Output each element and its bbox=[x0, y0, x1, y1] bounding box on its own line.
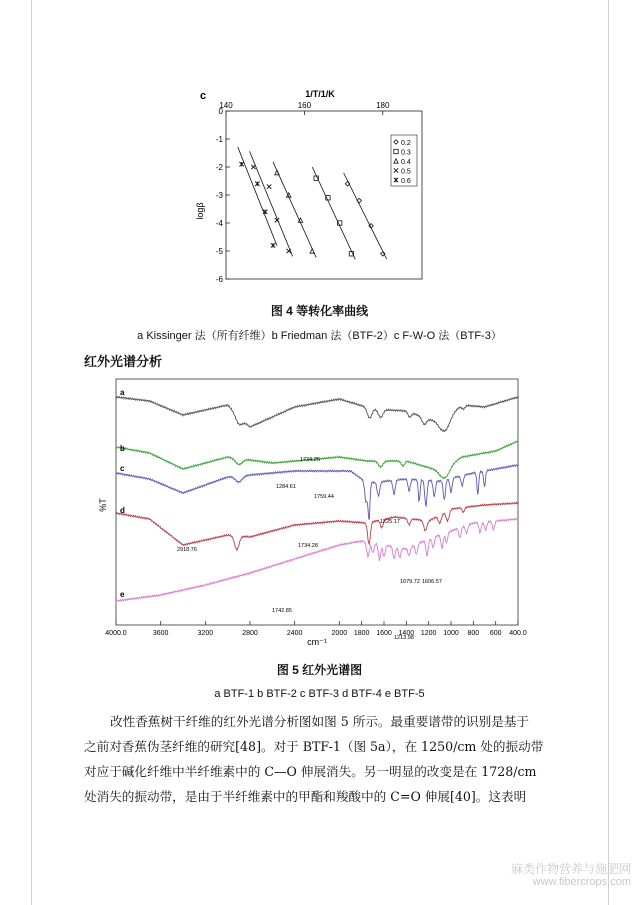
peak-annotation: 1284.61 bbox=[276, 484, 296, 490]
x-tick-label: 1800 bbox=[353, 630, 370, 637]
series-0.5 bbox=[250, 151, 293, 256]
peak-annotation: 1759.44 bbox=[314, 494, 334, 500]
axis-ticks bbox=[105, 621, 527, 637]
peak-annotation: 1079.72 bbox=[400, 579, 420, 585]
data-point bbox=[267, 184, 271, 188]
peak-annotation: 1742.85 bbox=[272, 608, 292, 614]
series-0.3 bbox=[312, 167, 355, 259]
y-axis-label: logβ bbox=[195, 202, 205, 220]
x-tick-label: 3600 bbox=[152, 630, 169, 637]
x-tick-label: 400.0 bbox=[509, 630, 527, 637]
watermark-title: 麻类作物营养与施肥网 bbox=[510, 862, 631, 876]
spectrum-a bbox=[116, 397, 518, 432]
x-tick-label: 4000.0 bbox=[105, 630, 127, 637]
peak-annotation: 1734.26 bbox=[300, 457, 320, 463]
y-tick-label: -1 bbox=[215, 135, 223, 144]
paragraph-line: 之前对香蕉伪茎纤维的研究[48]。对于 BTF-1（图 5a），在 1250/cm 处的振动带 bbox=[84, 739, 544, 754]
x-axis-label: 1/T/1/K bbox=[305, 89, 335, 99]
figure5-chart bbox=[92, 375, 532, 650]
panel-label: c bbox=[200, 90, 207, 102]
legend-label: 0.2 bbox=[401, 140, 411, 147]
figure5-caption: 图 5 红外光谱图 bbox=[276, 663, 363, 677]
x-tick-label: 2800 bbox=[242, 630, 258, 637]
curve-labels bbox=[120, 388, 125, 599]
x-tick-label: 2400 bbox=[286, 630, 303, 637]
x-tick-label: 3200 bbox=[197, 630, 214, 637]
data-series bbox=[238, 147, 387, 259]
peak-annotation: 1225.17 bbox=[380, 519, 400, 525]
fit-line bbox=[273, 162, 316, 257]
legend-label: 0.6 bbox=[401, 178, 411, 185]
watermark-url: www.fibercrops.com bbox=[532, 876, 631, 888]
x-tick-label: 180 bbox=[376, 101, 390, 110]
section-heading: 红外光谱分析 bbox=[84, 354, 163, 369]
y-tick-label: -6 bbox=[215, 275, 223, 284]
x-tick-label: 2000 bbox=[331, 630, 348, 637]
curve-label-d: d bbox=[120, 506, 125, 515]
fit-line bbox=[312, 167, 355, 259]
x-axis-label: cm⁻¹ bbox=[307, 637, 327, 647]
x-tick-label: 1200 bbox=[420, 630, 437, 637]
series-0.4 bbox=[273, 162, 316, 257]
y-tick-label: -2 bbox=[215, 163, 223, 172]
legend-label: 0.5 bbox=[401, 168, 411, 176]
peak-annotation: 1606.57 bbox=[422, 579, 442, 585]
peak-annotation: 2918.76 bbox=[177, 547, 197, 553]
legend-label: 0.4 bbox=[401, 159, 411, 166]
x-tick-label: 600 bbox=[489, 630, 502, 637]
body-paragraph bbox=[84, 709, 564, 809]
y-tick-label: -5 bbox=[215, 247, 223, 256]
x-tick-label: 160 bbox=[297, 101, 312, 110]
data-point bbox=[310, 249, 314, 253]
peak-annotation: 1734.28 bbox=[298, 543, 318, 549]
axis-ticks bbox=[216, 101, 390, 284]
x-tick-label: 800 bbox=[467, 630, 480, 637]
data-point bbox=[275, 170, 279, 174]
y-tick-label: -3 bbox=[215, 191, 223, 200]
spectrum-c bbox=[116, 464, 518, 519]
figure4-caption: 图 4 等转化率曲线 bbox=[270, 304, 369, 318]
y-tick-label: 0 bbox=[218, 107, 223, 116]
paragraph-line: 对应于碱化纤维中半纤维素中的 C—O 伸展消失。另一明显的改变是在 1728/cm bbox=[84, 764, 537, 779]
peak-annotation: 1213.98 bbox=[394, 635, 414, 641]
figure4-chart bbox=[190, 85, 450, 290]
plot-frame bbox=[116, 379, 518, 625]
figure5-subcaption: a BTF-1 b BTF-2 c BTF-3 d BTF-4 e BTF-5 bbox=[214, 688, 425, 700]
paragraph-line: 处消失的振动带，是由于半纤维素中的甲酯和羧酸中的 C=O 伸展[40]。这表明 bbox=[84, 789, 527, 804]
legend-label: 0.3 bbox=[401, 149, 411, 157]
y-tick-label: -4 bbox=[215, 219, 223, 228]
fit-line bbox=[344, 173, 387, 259]
fit-line bbox=[250, 151, 293, 256]
data-point bbox=[271, 243, 275, 247]
curve-label-a: a bbox=[120, 388, 125, 397]
x-tick-label: 1400 bbox=[398, 630, 415, 637]
x-tick-label: 1600 bbox=[376, 630, 392, 637]
curve-label-b: b bbox=[120, 444, 125, 453]
figure4-subcaption: a Kissinger 法（所有纤维）b Friedman 法（BTF-2）c F-W-O 法（BTF-3） bbox=[137, 330, 502, 342]
spectrum-e bbox=[116, 519, 518, 602]
curve-label-c: c bbox=[120, 464, 125, 473]
series-0.2 bbox=[344, 173, 387, 259]
paragraph-line: 改性香蕉树干纤维的红外光谱分析图如图 5 所示。最重要谱带的识别是基于 bbox=[110, 714, 530, 729]
curve-label-e: e bbox=[120, 590, 125, 599]
y-axis-label: %T bbox=[98, 498, 108, 512]
data-point bbox=[255, 182, 259, 186]
data-point bbox=[251, 165, 255, 169]
x-tick-label: 1000 bbox=[443, 630, 459, 637]
x-tick-label: 140 bbox=[219, 101, 233, 110]
series-0.6 bbox=[238, 147, 277, 248]
data-point bbox=[239, 162, 243, 166]
